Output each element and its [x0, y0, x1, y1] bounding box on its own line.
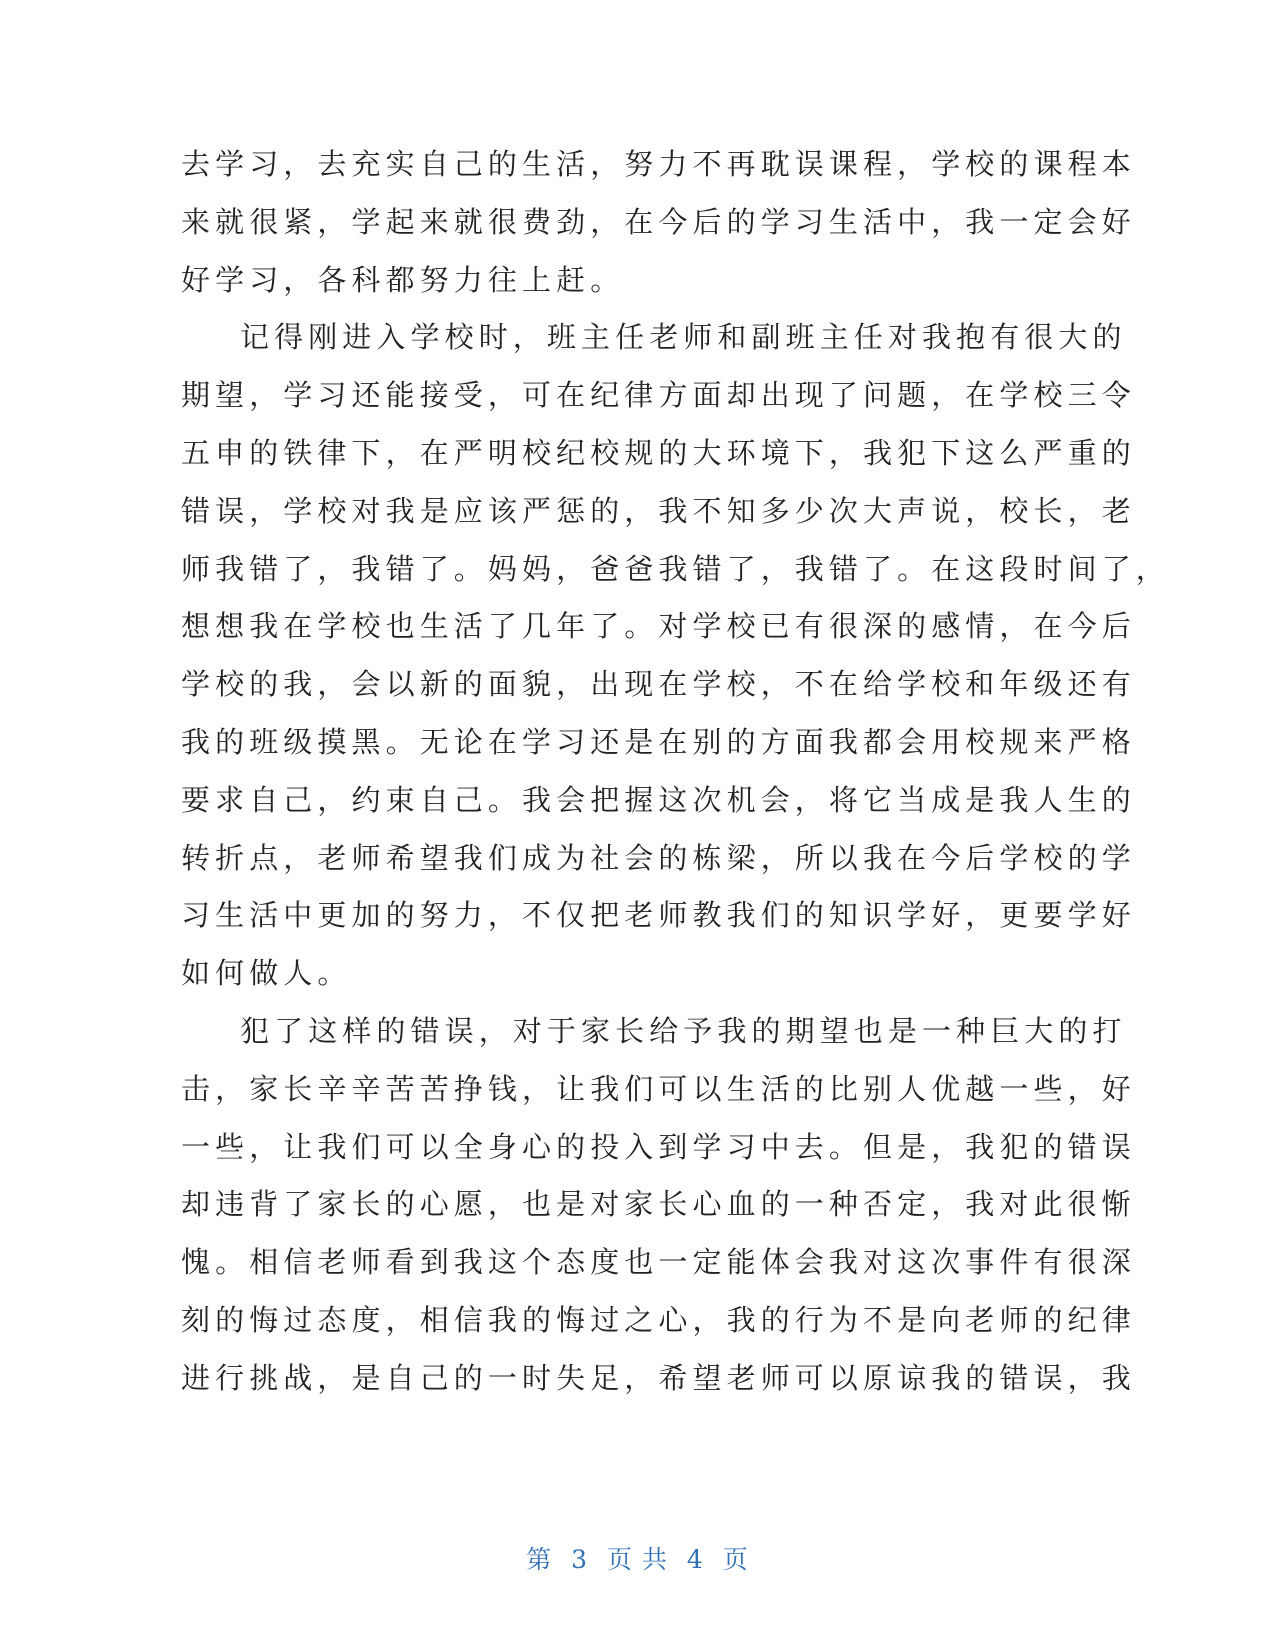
- paragraph-start-line: 记得刚进入学校时，班主任老师和副班主任对我抱有很大的: [240, 320, 1127, 354]
- text-line: 学校的我，会以新的面貌，出现在学校，不在给学校和年级还有: [181, 667, 1136, 701]
- text-line: 五申的铁律下，在严明校纪校规的大环境下，我犯下这么严重的: [181, 436, 1136, 470]
- text-line: 一些，让我们可以全身心的投入到学习中去。但是，我犯的错误: [181, 1130, 1136, 1164]
- text-line: 想想我在学校也生活了几年了。对学校已有很深的感情，在今后: [181, 609, 1136, 643]
- footer-prefix: 第: [526, 1545, 553, 1574]
- text-line: 去学习，去充实自己的生活，努力不再耽误课程，学校的课程本: [181, 147, 1136, 181]
- current-page-number: 3: [571, 1545, 589, 1574]
- text-line: 我的班级摸黑。无论在学习还是在别的方面我都会用校规来严格: [181, 725, 1136, 759]
- total-page-number: 4: [686, 1545, 704, 1574]
- text-line: 习生活中更加的努力，不仅把老师教我们的知识学好，更要学好: [181, 898, 1136, 932]
- text-line: 进行挑战，是自己的一时失足，希望老师可以原谅我的错误，我: [181, 1361, 1136, 1395]
- paragraph-start-line: 犯了这样的错误，对于家长给予我的期望也是一种巨大的打: [240, 1014, 1127, 1048]
- text-line: 来就很紧，学起来就很费劲，在今后的学习生活中，我一定会好: [181, 205, 1136, 239]
- text-line: 却违背了家长的心愿，也是对家长心血的一种否定，我对此很惭: [181, 1187, 1136, 1221]
- text-line: 错误，学校对我是应该严惩的，我不知多少次大声说，校长，老: [181, 494, 1136, 528]
- page-footer: [0, 1540, 1275, 1576]
- text-line: 如何做人。: [181, 956, 352, 990]
- text-line: 击，家长辛辛苦苦挣钱，让我们可以生活的比别人优越一些，好: [181, 1072, 1136, 1106]
- text-line: 转折点，老师希望我们成为社会的栋梁，所以我在今后学校的学: [181, 841, 1136, 875]
- footer-mid: 页 共: [607, 1545, 668, 1574]
- text-line: 师我错了，我错了。妈妈，爸爸我错了，我错了。在这段时间了，: [181, 552, 1170, 586]
- text-line: 刻的悔过态度，相信我的悔过之心，我的行为不是向老师的纪律: [181, 1303, 1136, 1337]
- text-line: 期望，学习还能接受，可在纪律方面却出现了问题，在学校三令: [181, 378, 1136, 412]
- text-line: 好学习，各科都努力往上赶。: [181, 263, 625, 297]
- text-line: 要求自己，约束自己。我会把握这次机会，将它当成是我人生的: [181, 783, 1136, 817]
- text-line: 愧。相信老师看到我这个态度也一定能体会我对这次事件有很深: [181, 1245, 1136, 1279]
- footer-suffix: 页: [722, 1545, 749, 1574]
